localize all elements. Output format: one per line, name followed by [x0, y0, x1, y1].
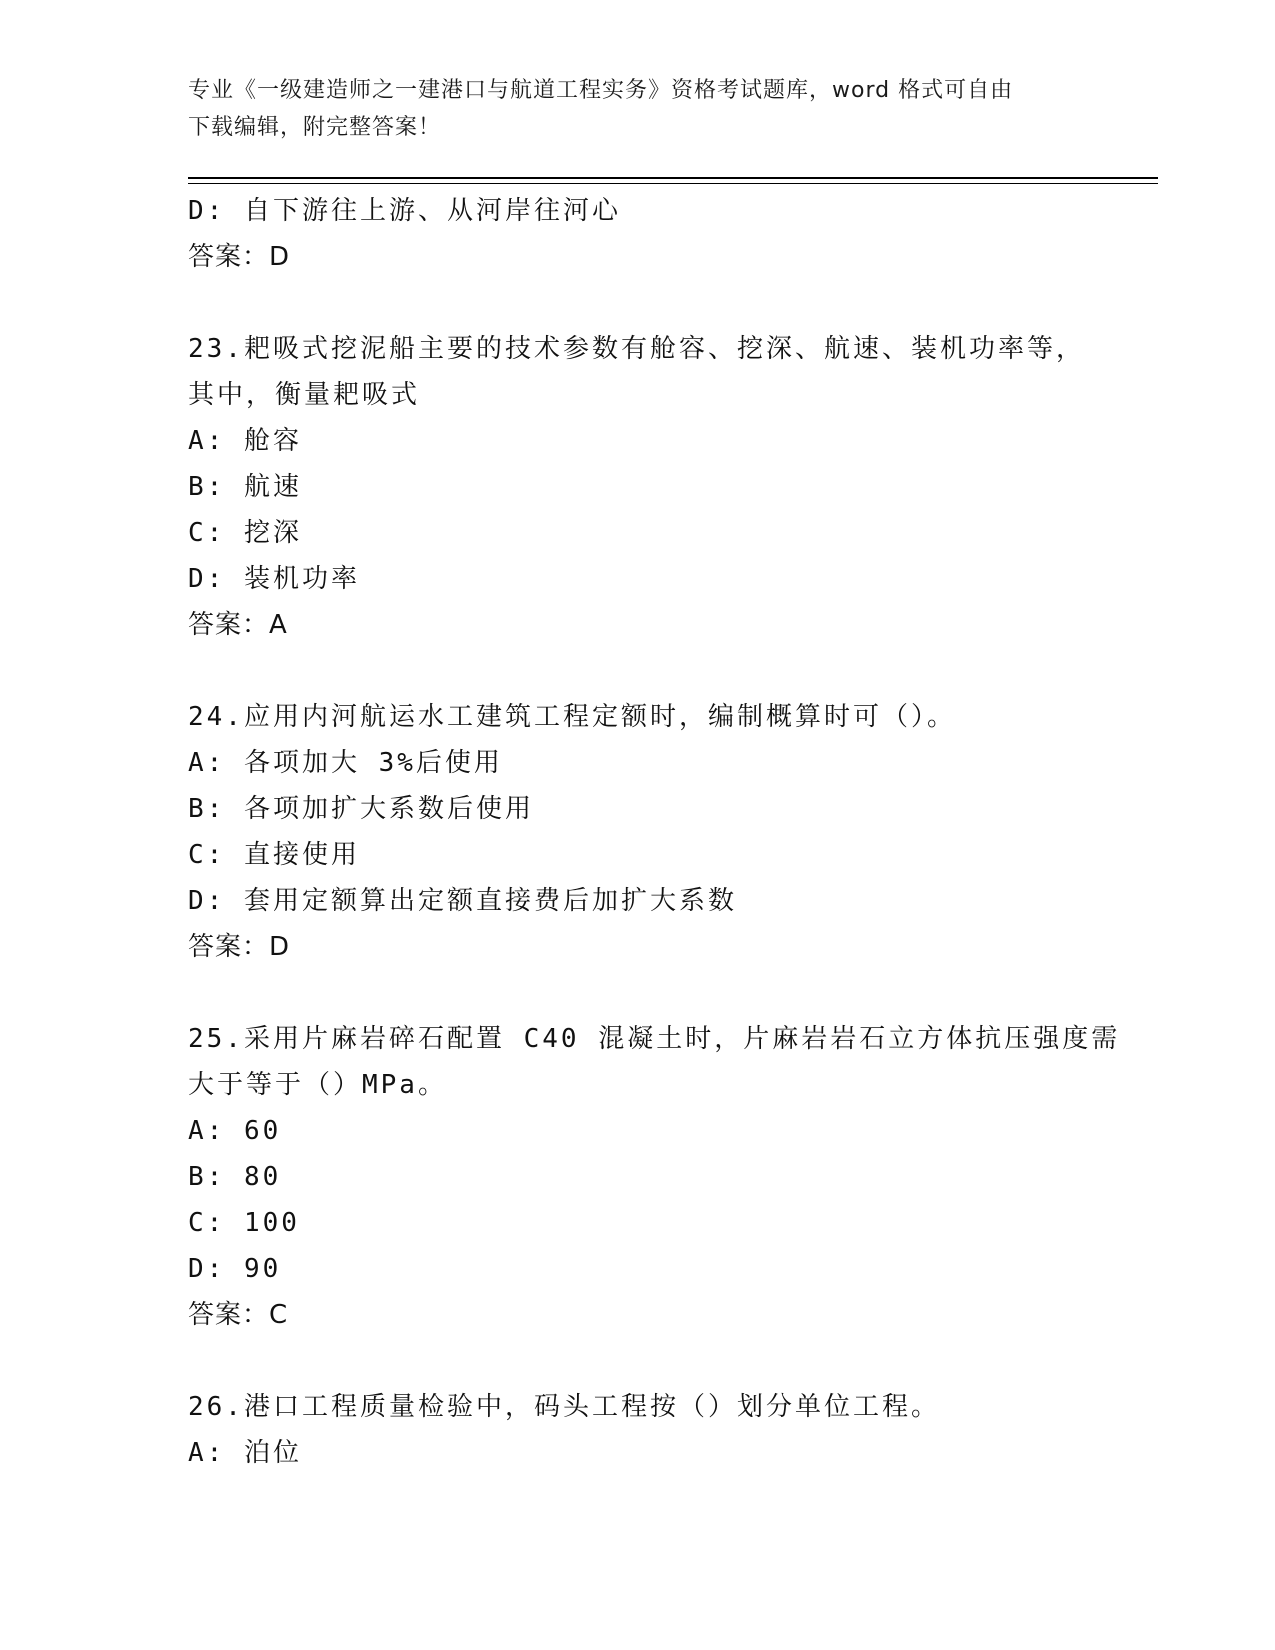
option-a: A: 舱容	[188, 426, 302, 456]
option-c: C: 挖深	[188, 518, 302, 548]
spacer	[188, 280, 1088, 326]
header-divider-thick	[188, 177, 1158, 179]
option-c: C: 100	[188, 1208, 300, 1238]
question-stem-continued: 其中，衡量耙吸式	[188, 380, 421, 410]
answer-label: 答案：D	[188, 932, 291, 962]
question-block-26	[188, 1384, 1088, 1476]
question-stem: 24.应用内河航运水工建筑工程定额时，编制概算时可（）。	[188, 702, 956, 732]
header-line-2: 下载编辑，附完整答案！	[188, 115, 442, 140]
answer-label: 答案：D	[188, 242, 291, 272]
option-b: B: 80	[188, 1162, 282, 1192]
option-d: D: 套用定额算出定额直接费后加扩大系数	[188, 886, 737, 916]
document-header	[188, 72, 1088, 146]
option-a: A: 60	[188, 1116, 282, 1146]
question-stem-continued: 大于等于（）MPa。	[188, 1070, 447, 1100]
option-a: A: 泊位	[188, 1438, 302, 1468]
spacer	[188, 648, 1088, 694]
header-line-1: 专业《一级建造师之一建港口与航道工程实务》资格考试题库，word 格式可自由	[188, 78, 1014, 103]
option-b: B: 各项加扩大系数后使用	[188, 794, 534, 824]
option-c: C: 直接使用	[188, 840, 360, 870]
answer-label: 答案：C	[188, 1300, 289, 1330]
question-block-22	[188, 188, 1088, 280]
spacer	[188, 970, 1088, 1016]
option-a: A: 各项加大 3%后使用	[188, 748, 503, 778]
question-stem: 25.采用片麻岩碎石配置 C40 混凝土时，片麻岩岩石立方体抗压强度需	[188, 1024, 1121, 1054]
option-d: D: 90	[188, 1254, 282, 1284]
question-block-25	[188, 1016, 1121, 1338]
question-block-24	[188, 694, 1088, 970]
option-d: D: 装机功率	[188, 564, 360, 594]
header-divider-thin	[188, 183, 1158, 184]
question-list	[188, 188, 1121, 1476]
answer-label: 答案：A	[188, 610, 288, 640]
question-stem: 26.港口工程质量检验中，码头工程按（）划分单位工程。	[188, 1392, 940, 1422]
option-b: B: 航速	[188, 472, 302, 502]
question-block-23	[188, 326, 1088, 648]
spacer	[188, 1338, 1088, 1384]
question-stem: 23.耙吸式挖泥船主要的技术参数有舱容、挖深、航速、装机功率等，	[188, 334, 1085, 364]
option-d: D: 自下游往上游、从河岸往河心	[188, 196, 621, 226]
